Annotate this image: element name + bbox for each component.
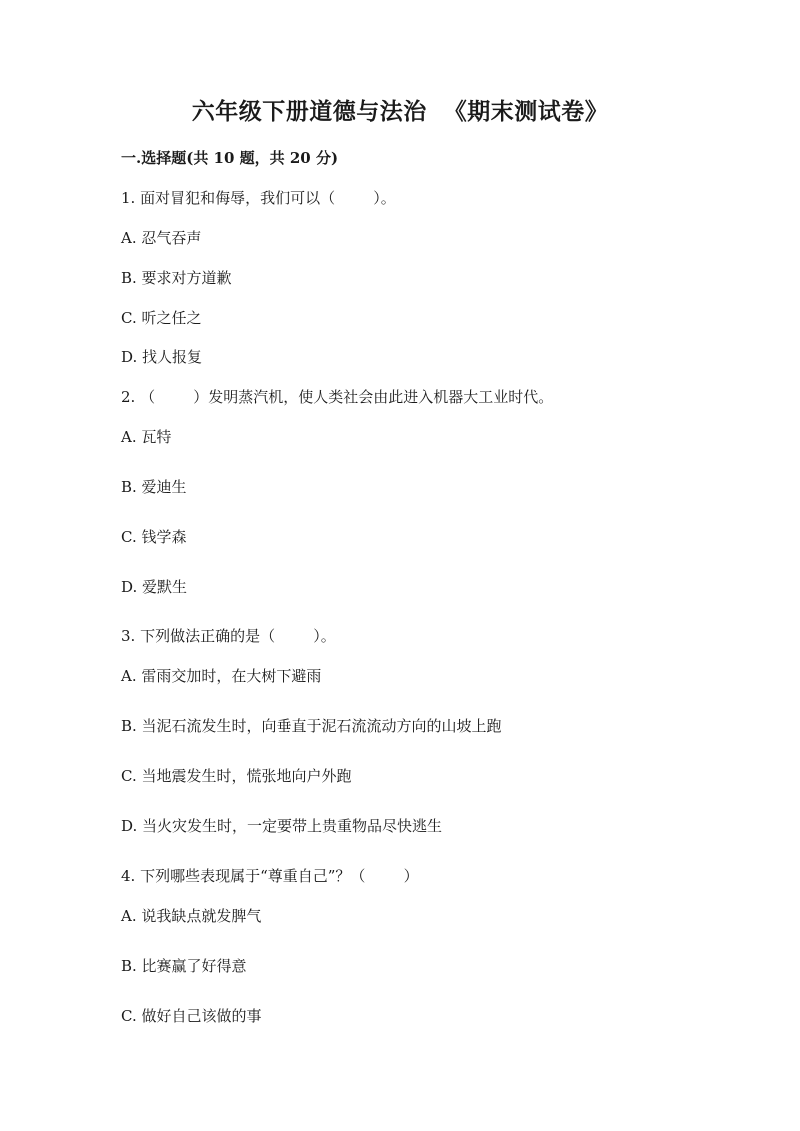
question-1-option-d: D. 找人报复 [121,348,203,366]
question-3-option-d: D. 当火灾发生时，一定要带上贵重物品尽快逃生 [121,817,443,835]
question-1-option-a: A. 忍气吞声 [121,229,202,247]
question-4-stem: 4. 下列哪些表现属于“尊重自己”？（ ） [121,867,419,885]
question-2-option-b: B. 爱迪生 [121,478,187,496]
question-3-option-b: B. 当泥石流发生时，向垂直于泥石流流动方向的山坡上跑 [121,717,502,735]
question-4-option-b: B. 比赛赢了好得意 [121,957,247,975]
question-1-option-c: C. 听之任之 [121,309,202,327]
section-heading: 一.选择题(共 10 题，共 20 分) [121,149,339,167]
question-3-option-c: C. 当地震发生时，慌张地向户外跑 [121,767,352,785]
question-4-option-a: A. 说我缺点就发脾气 [121,907,262,925]
question-2-option-a: A. 瓦特 [121,428,172,446]
question-2-option-c: C. 钱学森 [121,528,187,546]
question-1-stem: 1. 面对冒犯和侮辱，我们可以（ ）。 [121,189,396,207]
question-2-option-d: D. 爱默生 [121,578,188,596]
page-title: 六年级下册道德与法治 《期末测试卷》 [191,98,609,125]
question-4-option-c: C. 做好自己该做的事 [121,1007,262,1025]
question-1-option-b: B. 要求对方道歉 [121,269,232,287]
question-3-stem: 3. 下列做法正确的是（ ）。 [121,627,336,645]
question-3-option-a: A. 雷雨交加时，在大树下避雨 [121,667,322,685]
question-2-stem: 2. （ ）发明蒸汽机，使人类社会由此进入机器大工业时代。 [121,388,554,406]
